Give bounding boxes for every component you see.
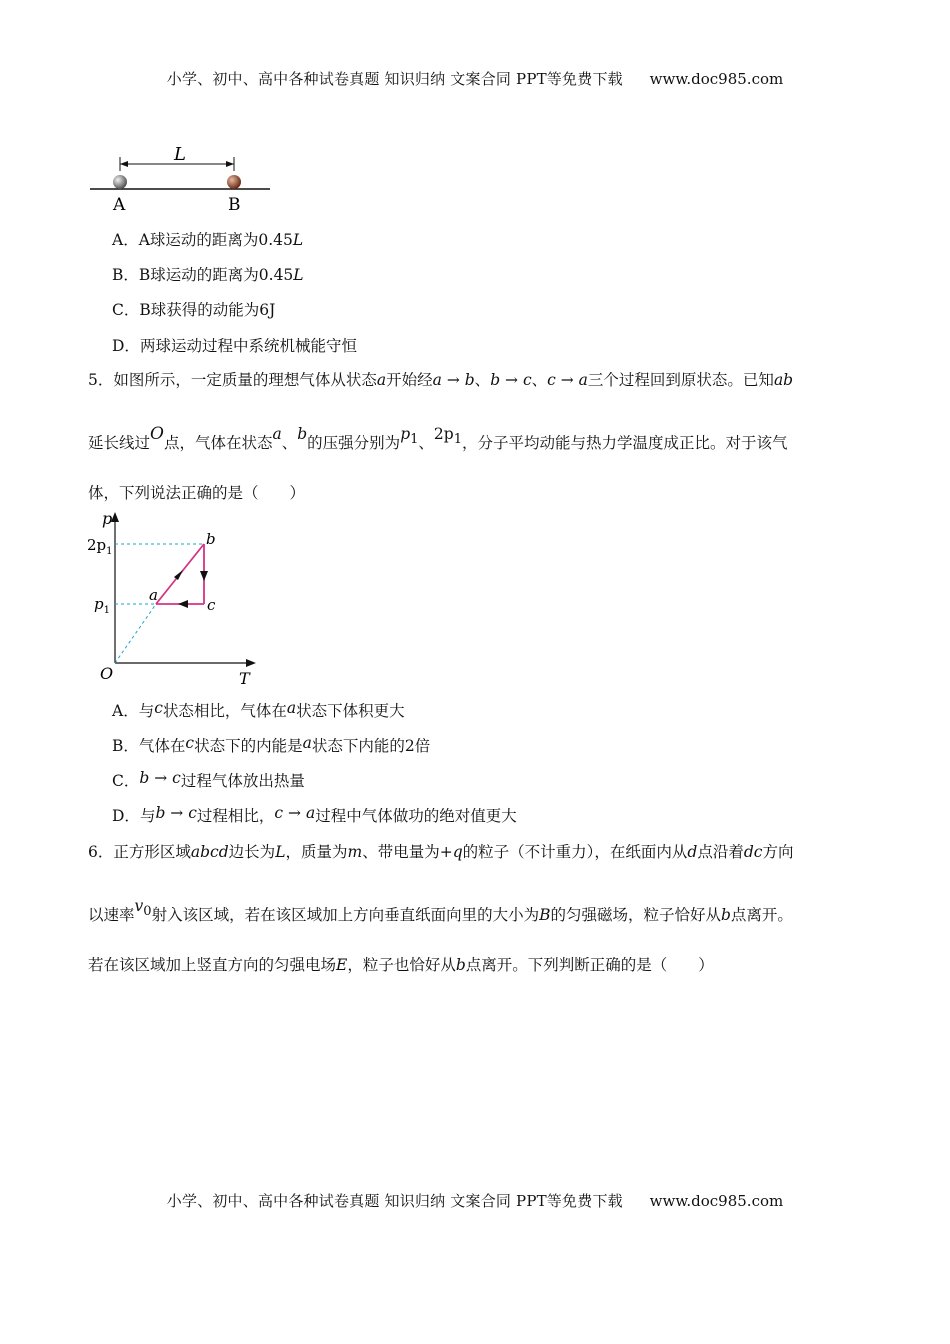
- q4-option-c[interactable]: C．B球获得的动能为6J: [112, 301, 276, 319]
- dashed-origin-extension: [115, 604, 156, 663]
- arrow-b-c: [200, 571, 208, 581]
- ball-b-label: B: [228, 195, 241, 215]
- p-axis-label: p: [102, 509, 113, 528]
- q5-option-d[interactable]: D．与b → c过程相比，c → a过程中气体做功的绝对值更大: [112, 804, 517, 825]
- length-label: L: [174, 144, 186, 165]
- q5-stem-line2: 延长线过O点，气体在状态a、b的压强分别为$p_1$、$2p_1$，分子平均动能与热力学温度成正比。对于该气: [88, 424, 788, 452]
- tick-2p1: $2p_1$: [87, 536, 113, 557]
- q4-option-b[interactable]: B．B球运动的距离为0.45L: [112, 266, 304, 284]
- q5-stem-line1: 5．如图所示，一定质量的理想气体从状态a开始经a → b、b → c、c → a三个过程回到原状态。已知ab: [88, 371, 794, 389]
- two-balls-figure: [88, 140, 273, 215]
- point-b-label: b: [206, 530, 216, 548]
- q4-option-d[interactable]: D．两球运动过程中系统机械能守恒: [112, 337, 357, 355]
- point-c-label: c: [207, 596, 216, 614]
- q5-option-b[interactable]: B．气体在c状态下的内能是a状态下内能的2倍: [112, 734, 431, 755]
- header-text: 小学、初中、高中各种试卷真题 知识归纳 文案合同 PPT等免费下载: [166, 70, 623, 88]
- q5-stem-line3: 体，下列说法正确的是（ ）: [88, 484, 306, 502]
- ball-a: [113, 175, 127, 189]
- arrow-c-a: [178, 600, 188, 608]
- page-footer: [0, 1190, 950, 1211]
- q6-stem-line3: 若在该区域加上竖直方向的匀强电场E，粒子也恰好从b点离开。下列判断正确的是（ ）: [88, 956, 714, 974]
- q4-option-a[interactable]: A．A球运动的距离为0.45L: [112, 231, 304, 249]
- ball-b: [227, 175, 241, 189]
- point-a-label: a: [149, 586, 158, 604]
- footer-url[interactable]: www.doc985.com: [649, 1192, 784, 1210]
- page-header: [0, 68, 950, 89]
- q6-stem-line1: 6．正方形区域abcd边长为L，质量为m、带电量为+q的粒子（不计重力），在纸面内从d点沿着dc方向: [88, 843, 794, 861]
- q5-option-a[interactable]: A．与c状态相比，气体在a状态下体积更大: [112, 699, 405, 720]
- q5-option-c[interactable]: C．b → c过程气体放出热量: [112, 769, 305, 790]
- p-t-graph: [86, 508, 266, 688]
- origin-label: O: [100, 664, 114, 683]
- q6-stem-line2: 以速率$v_0$射入该区域，若在该区域加上方向垂直纸面向里的大小为B的匀强磁场，粒子恰好从b点离开。: [88, 897, 793, 924]
- header-url[interactable]: www.doc985.com: [649, 70, 784, 88]
- ball-a-label: A: [113, 195, 126, 215]
- tick-p1: $p_1$: [94, 595, 110, 616]
- t-axis-label: T: [239, 669, 250, 688]
- footer-text: 小学、初中、高中各种试卷真题 知识归纳 文案合同 PPT等免费下载: [166, 1192, 623, 1210]
